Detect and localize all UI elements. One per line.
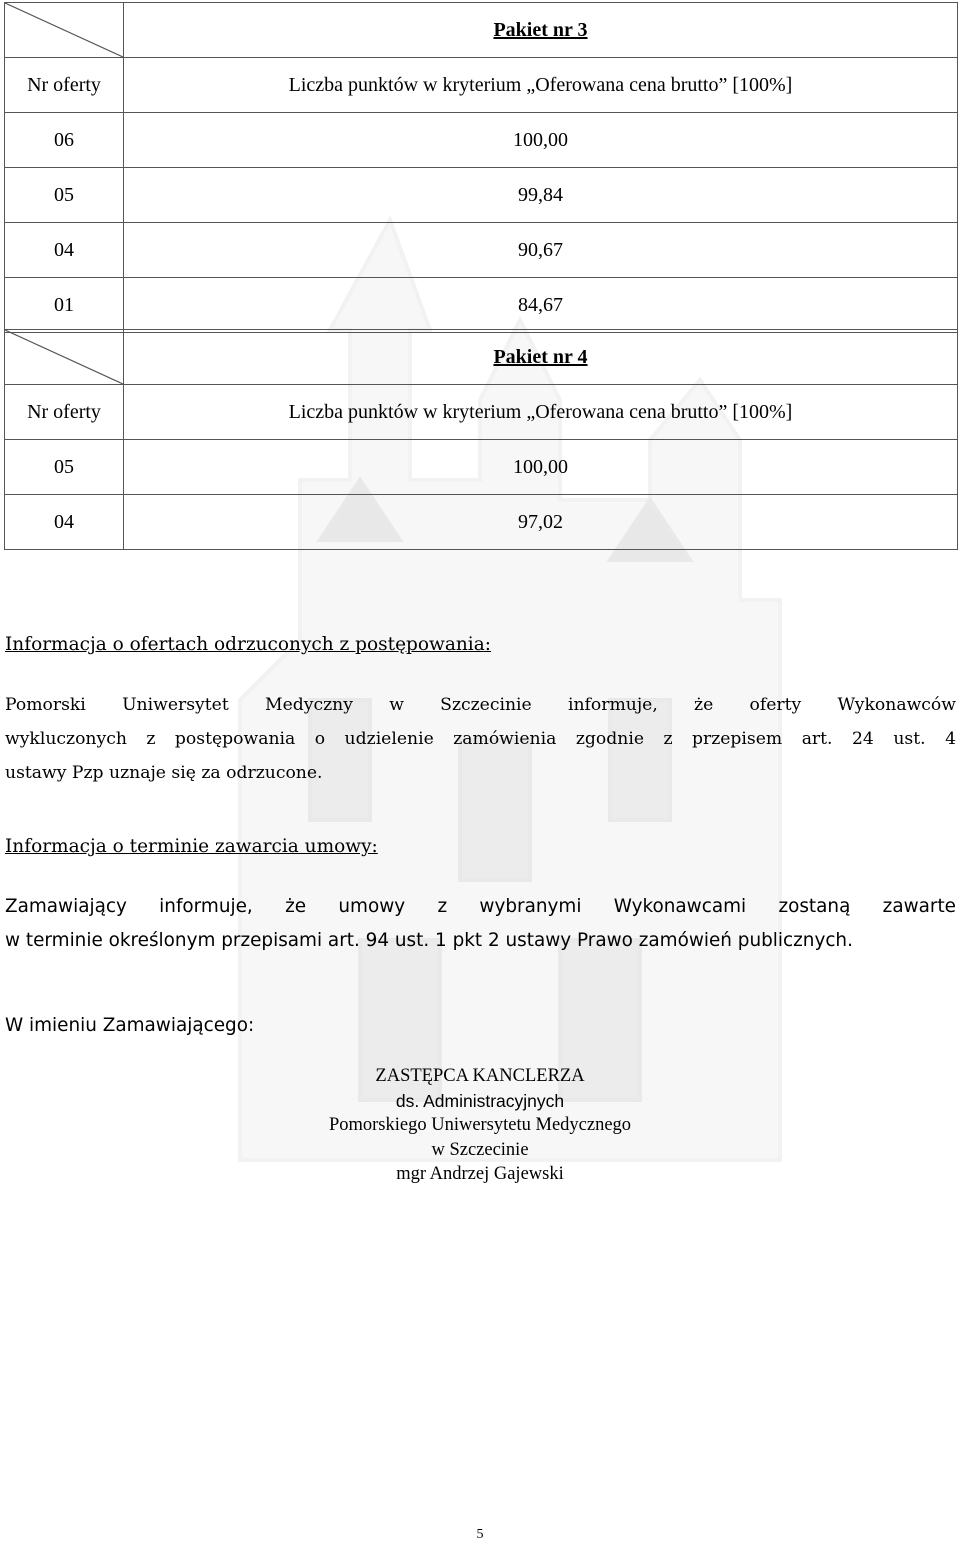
paragraph-line: ustawy Pzp uznaje się za odrzucone. bbox=[5, 763, 323, 783]
column-header-nr: Nr oferty bbox=[5, 385, 124, 440]
table-row bbox=[5, 223, 958, 278]
table-row bbox=[5, 168, 958, 223]
column-header-points: Liczba punktów w kryterium „Oferowana cena brutto” [100%] bbox=[124, 58, 958, 113]
paragraph-line: Zamawiający informuje, że umowy z wybranymi Wykonawcami zostaną zawarte bbox=[5, 896, 956, 917]
signer-label: W imieniu Zamawiającego: bbox=[5, 1015, 255, 1036]
package-title-cell bbox=[124, 330, 958, 385]
contract-date-heading: Informacja o terminie zawarcia umowy: bbox=[5, 836, 378, 857]
table-row bbox=[5, 495, 958, 550]
diagonal-header-cell bbox=[5, 330, 124, 385]
offer-number: 06 bbox=[5, 113, 124, 168]
offer-points: 97,02 bbox=[124, 495, 958, 550]
table-row bbox=[5, 278, 958, 333]
paragraph-line: Pomorski Uniwersytet Medyczny w Szczecinie informuje, że oferty Wykonawców bbox=[5, 695, 956, 715]
page-number: 5 bbox=[476, 1527, 484, 1542]
package-title-cell bbox=[124, 3, 958, 58]
diagonal-line bbox=[5, 3, 123, 57]
table-pakiet-3 bbox=[4, 2, 958, 333]
column-header-nr: Nr oferty bbox=[5, 58, 124, 113]
offer-number: 01 bbox=[5, 278, 124, 333]
offer-points: 90,67 bbox=[124, 223, 958, 278]
package-title: Pakiet nr 4 bbox=[493, 345, 588, 368]
offer-number: 04 bbox=[5, 223, 124, 278]
offer-number: 04 bbox=[5, 495, 124, 550]
table-pakiet-4 bbox=[4, 329, 958, 550]
signer-name: mgr Andrzej Gajewski bbox=[396, 1164, 564, 1184]
table-row bbox=[5, 113, 958, 168]
signer-position: ZASTĘPCA KANCLERZA bbox=[375, 1066, 585, 1086]
offer-points: 99,84 bbox=[124, 168, 958, 223]
offer-number: 05 bbox=[5, 168, 124, 223]
signature-block bbox=[0, 1064, 960, 1187]
column-header-points: Liczba punktów w kryterium „Oferowana cena brutto” [100%] bbox=[124, 385, 958, 440]
contract-date-paragraph bbox=[5, 890, 956, 958]
offer-points: 100,00 bbox=[124, 440, 958, 495]
offer-points: 84,67 bbox=[124, 278, 958, 333]
diagonal-header-cell bbox=[5, 3, 124, 58]
diagonal-line bbox=[5, 330, 123, 384]
package-title: Pakiet nr 3 bbox=[493, 18, 588, 41]
offer-number: 05 bbox=[5, 440, 124, 495]
signer-institution: Pomorskiego Uniwersytetu Medycznego bbox=[328, 1115, 632, 1135]
signer-city: w Szczecinie bbox=[431, 1139, 529, 1160]
paragraph-line: w terminie określonym przepisami art. 94 ust. 1 pkt 2 ustawy Prawo zamówień publicznych. bbox=[5, 930, 853, 951]
rejected-offers-paragraph bbox=[5, 688, 956, 790]
table-row bbox=[5, 440, 958, 495]
rejected-offers-heading: Informacja o ofertach odrzuconych z postępowania: bbox=[5, 634, 491, 655]
signer-department: ds. Administracyjnych bbox=[395, 1090, 565, 1111]
offer-points: 100,00 bbox=[124, 113, 958, 168]
paragraph-line: wykluczonych z postępowania o udzielenie zamówienia zgodnie z przepisem art. 24 ust. 4 bbox=[5, 729, 956, 749]
